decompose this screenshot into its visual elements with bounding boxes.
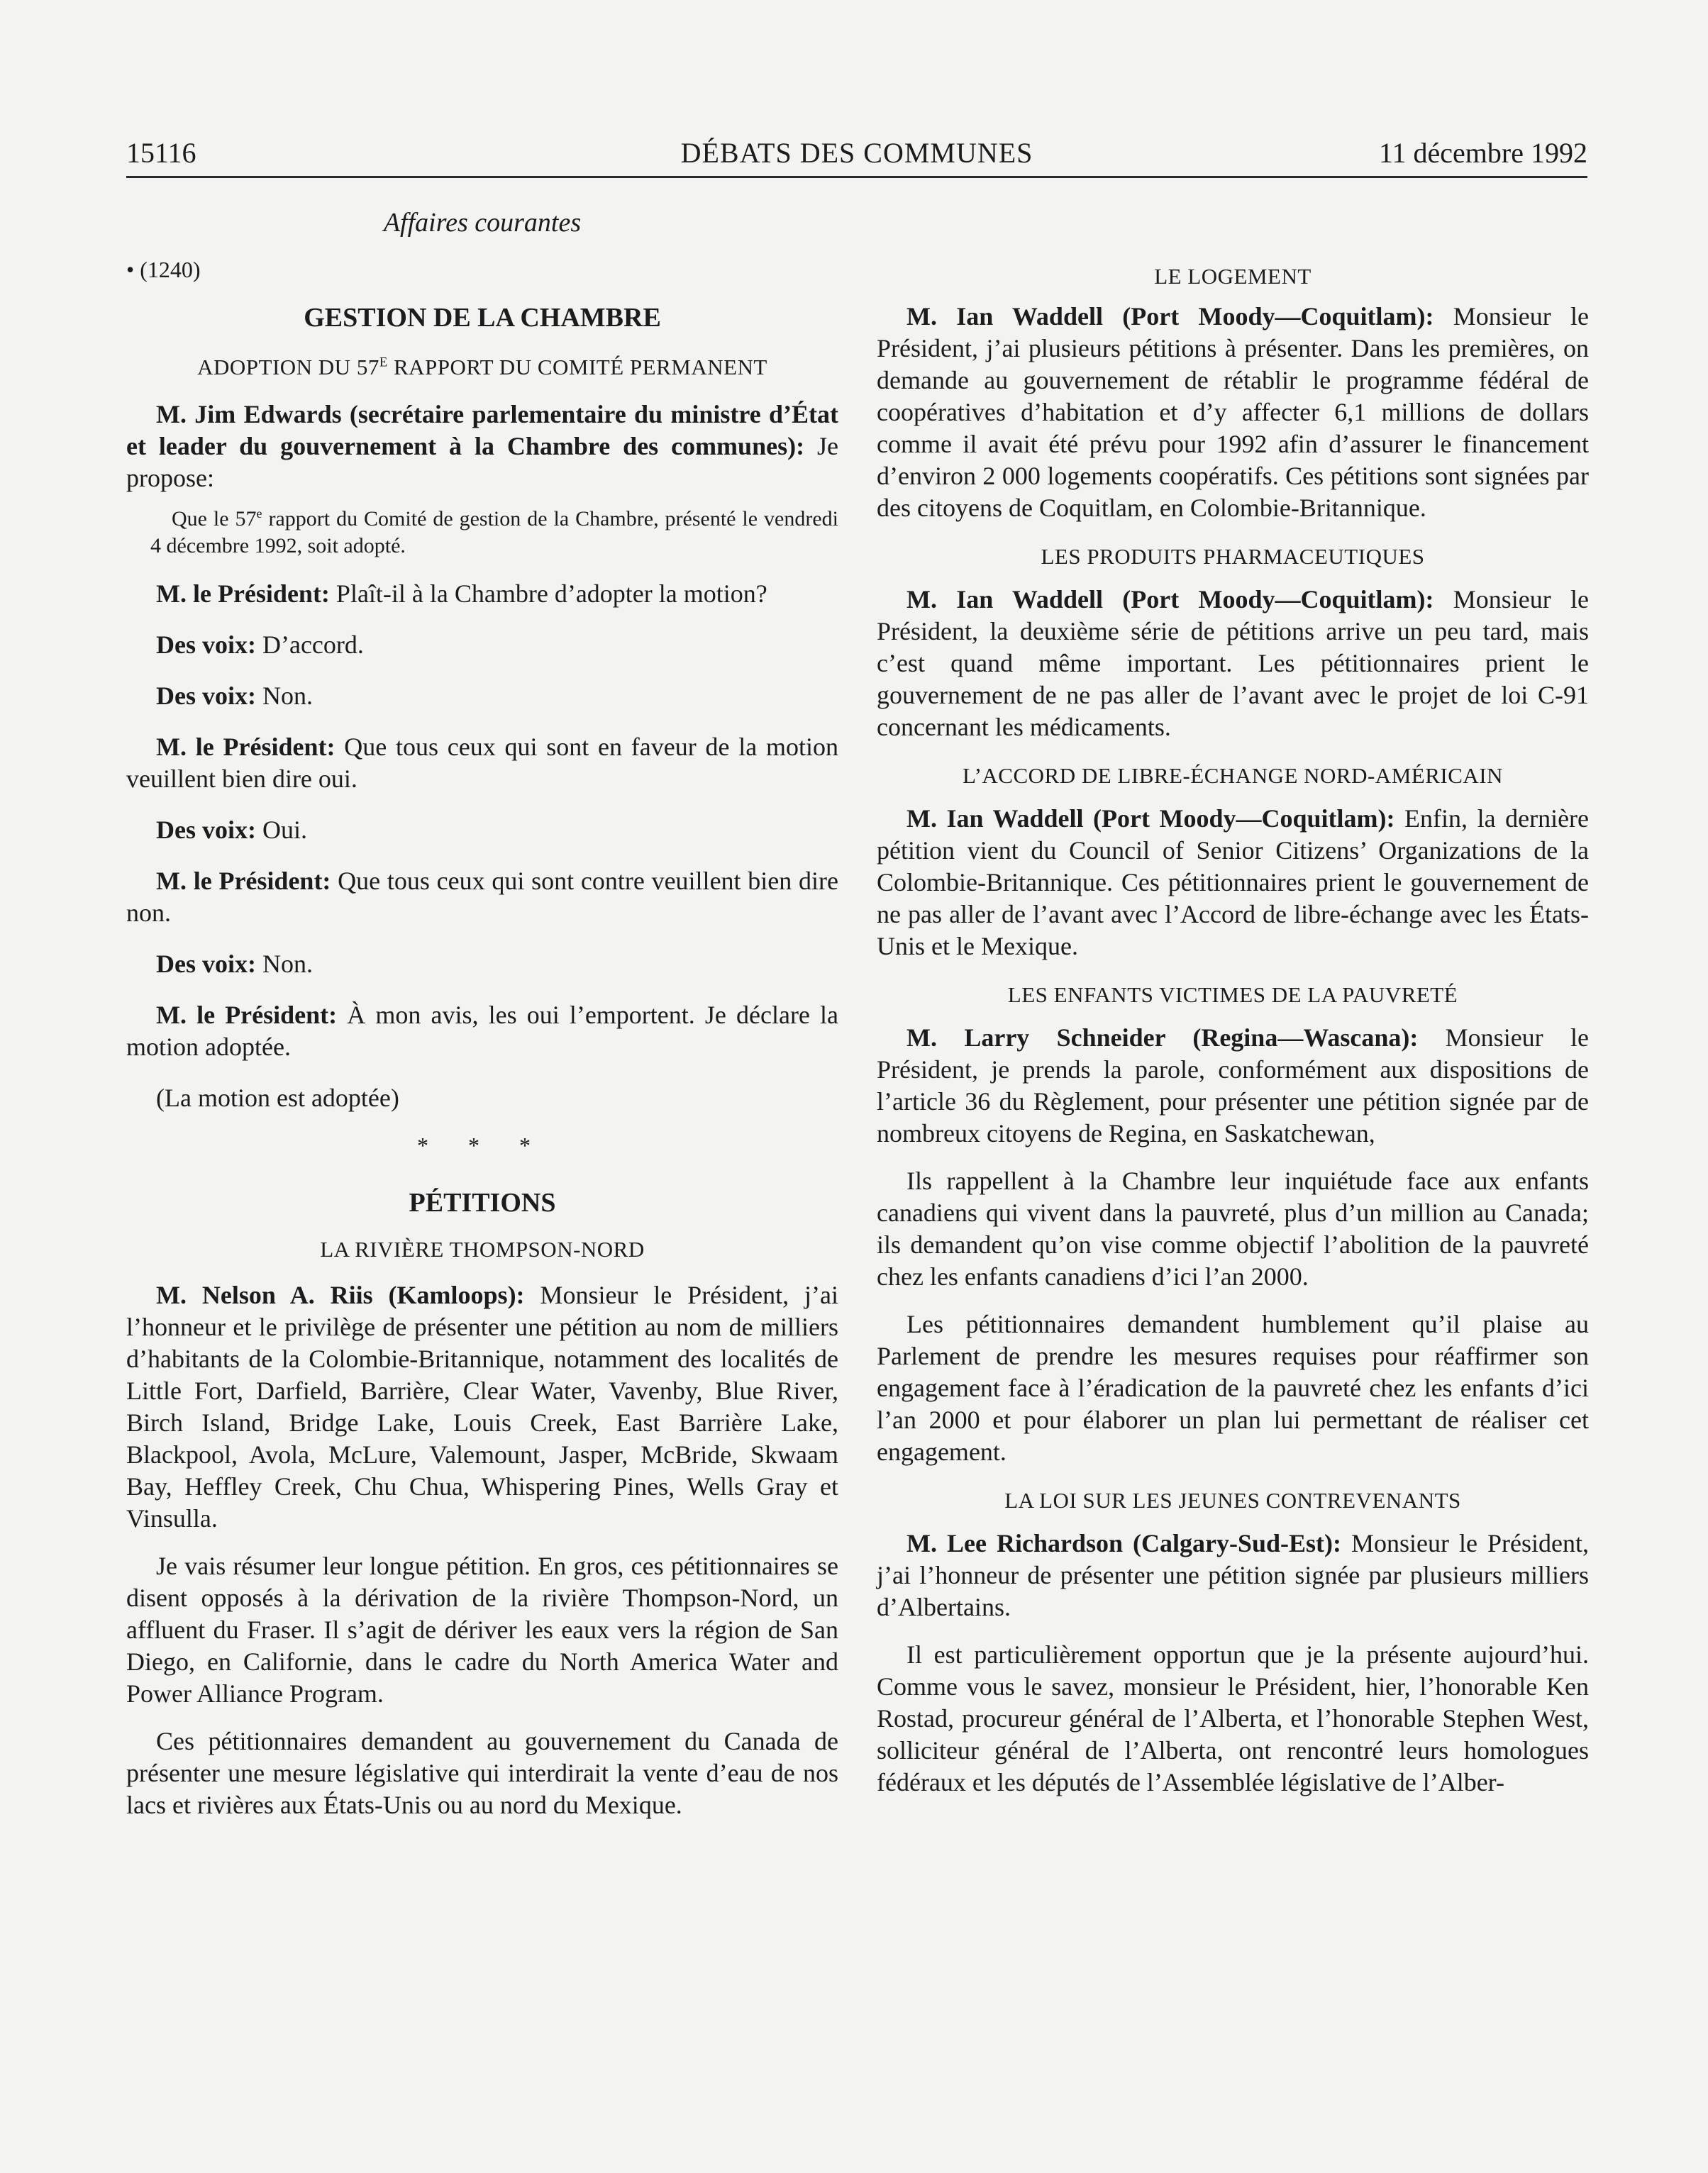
speaker-name: M. Nelson A. Riis (Kamloops): — [156, 1281, 525, 1309]
motion-adopted-note: (La motion est adoptée) — [156, 1084, 399, 1112]
heading-gestion: GESTION DE LA CHAMBRE — [304, 303, 661, 333]
speech-waddell-1: M. Ian Waddell (Port Moody—Coquitlam): Monsieur le Président, j’ai plusieurs pétitions à présenter. Dans les premières, on demande au gouvernement de rétablir le programme fédéral de coopératives d’habitation et d’y affecter 6,1 millions de dollars comme il avait été prévu pour 1992 afin d’assurer le financement d’environ 2 000 logements coopératifs. Ces pétitions sont signées par des citoyens de Coquitlam, en Colombie-Britannique. — [877, 302, 1589, 522]
timestamp: • (1240) — [126, 257, 201, 282]
speaker-name: M. le Président: — [156, 1001, 338, 1029]
section-separator: * * * — [417, 1133, 548, 1158]
page-header — [126, 133, 1587, 178]
speaker-name: M. Lee Richardson (Calgary-Sud-Est): — [906, 1529, 1342, 1557]
voices-4: Des voix: Non. — [156, 950, 313, 978]
subheading-jeunes: LA LOI SUR LES JEUNES CONTREVENANTS — [1004, 1488, 1461, 1513]
speech-riis: M. Nelson A. Riis (Kamloops): Monsieur le Président, j’ai l’honneur et le privilège de présenter une pétition au nom de milliers d’habitants de la Colombie-Britannique, notamment des localités de Little Fort, Darfield, Barrière, Clear Water, Vavenby, Blue River, Birch Island, Bridge Lake, Louis Creek, East Barrière Lake, Blackpool, Avola, McLure, Valemount, Jasper, McBride, Skwaam Bay, Heffley Creek, Chu Chua, Whispering Pines, Wells Gray et Vinsulla. — [126, 1281, 839, 1533]
speaker-name: M. Ian Waddell (Port Moody—Coquitlam): — [906, 302, 1434, 330]
speech-president-1: M. le Président: Plaît-il à la Chambre d’adopter la motion? — [156, 579, 767, 608]
voices-1: Des voix: D’accord. — [156, 630, 364, 659]
subheading-alena: L’ACCORD DE LIBRE-ÉCHANGE NORD-AMÉRICAIN — [963, 763, 1503, 788]
heading-petitions: PÉTITIONS — [409, 1188, 556, 1218]
subheading-pharma: LES PRODUITS PHARMACEUTIQUES — [1041, 544, 1425, 569]
page-number: 15116 — [126, 137, 196, 169]
speaker-name: M. Larry Schneider (Regina—Wascana): — [906, 1023, 1419, 1052]
speech-president-4: M. le Président: À mon avis, les oui l’emportent. Je déclare la motion adoptée. — [126, 1001, 839, 1061]
schneider-paragraph-2: Ils rappellent à la Chambre leur inquiétude face aux enfants canadiens qui vivent dans la pauvreté, plus d’un million au Canada; ils demandent qu’on vise comme objectif l’abolition de la pauvreté chez les enfants canadiens d’ici l’an 2000. — [877, 1167, 1589, 1291]
speech-schneider: M. Larry Schneider (Regina—Wascana): Monsieur le Président, je prends la parole, conformément aux dispositions de l’article 36 du Règlement, pour présenter une pétition signée par de nombreux citoyens de Regina, en Saskatchewan, — [877, 1023, 1589, 1147]
speech-richardson: M. Lee Richardson (Calgary-Sud-Est): Monsieur le Président, j’ai l’honneur de présenter une pétition signée par plusieurs milliers d’Albertains. — [877, 1529, 1589, 1621]
speaker-name: M. Ian Waddell (Port Moody—Coquitlam): — [906, 804, 1395, 833]
speech-edwards: M. Jim Edwards (secrétaire parlementaire du ministre d’État et leader du gouvernement à la Chambre des communes): Je propose: — [126, 400, 838, 492]
speaker-name: M. Ian Waddell (Port Moody—Coquitlam): — [906, 585, 1434, 613]
right-column — [877, 206, 1589, 1799]
speaker-name: Des voix: — [156, 950, 256, 978]
rubric: Affaires courantes — [383, 208, 582, 238]
speech-waddell-2: M. Ian Waddell (Port Moody—Coquitlam): Monsieur le Président, la deuxième série de pétitions arrive un peu tard, mais c’est quand même important. Les pétitionnaires prient le gouvernement de ne pas aller de l’avant avec le projet de loi C-91 concernant les médicaments. — [877, 585, 1589, 741]
riis-paragraph-2: Je vais résumer leur longue pétition. En gros, ces pétitionnaires se disent opposés à la dérivation de la rivière Thompson-Nord, un affluent du Fraser. Il s’agit de dériver les eaux vers la région de San Diego, en Californie, dans le cadre du North America Water and Power Alliance Program. — [126, 1552, 838, 1708]
subheading-enfants: LES ENFANTS VICTIMES DE LA PAUVRETÉ — [1007, 982, 1458, 1007]
richardson-paragraph-2: Il est particulièrement opportun que je la présente aujourd’hui. Comme vous le savez, monsieur le Président, hier, l’honorable Ken Rostad, procureur général de l’Alberta, et l’honorable Stephen West, solliciteur général de l’Alberta, ont rencontré leurs homologues fédéraux et les députés de l’Assemblée législative de l’Alber- — [877, 1640, 1589, 1796]
subheading-logement: LE LOGEMENT — [1154, 264, 1312, 289]
publication-title: DÉBATS DES COMMUNES — [680, 137, 1033, 169]
subheading-thompson: LA RIVIÈRE THOMPSON-NORD — [320, 1237, 645, 1262]
speaker-name: Des voix: — [156, 630, 256, 659]
subheading-adoption: ADOPTION DU $57^E$ RAPPORT DU COMITÉ PERMANENT — [197, 355, 767, 379]
voices-3: Des voix: Oui. — [156, 816, 307, 844]
speaker-name: M. le Président: — [156, 733, 336, 761]
motion-quote: Que le 57e rapport du Comité de gestion de la Chambre, présenté le vendredi 4 décembre 1992, soit adopté. — [150, 506, 838, 557]
speech-president-3: M. le Président: Que tous ceux qui sont contre veuillent bien dire non. — [126, 867, 838, 927]
schneider-paragraph-3: Les pétitionnaires demandent humblement qu’il plaise au Parlement de prendre les mesures requises pour réaffirmer son engagement face à l’éradication de la pauvreté chez les enfants d’ici l’an 2000 et pour élaborer un plan lui permettant de réaliser cet engagement. — [877, 1310, 1589, 1466]
riis-paragraph-3: Ces pétitionnaires demandent au gouvernement du Canada de présenter une mesure législative qui interdirait la vente d’eau de nos lacs et rivières aux États-Unis ou au nord du Mexique. — [126, 1727, 838, 1819]
speaker-name: Des voix: — [156, 682, 256, 710]
left-column — [126, 206, 838, 1821]
speaker-name: M. le Président: — [156, 867, 331, 895]
speaker-name: Des voix: — [156, 816, 256, 844]
speech-waddell-3: M. Ian Waddell (Port Moody—Coquitlam): Enfin, la dernière pétition vient du Council of Senior Citizens’ Organizations de la Colombie-Britannique. Ces pétitionnaires prient le gouvernement de ne pas aller de l’avant avec l’Accord de libre-échange avec les États-Unis et le Mexique. — [877, 804, 1590, 960]
issue-date: 11 décembre 1992 — [1379, 137, 1587, 169]
voices-2: Des voix: Non. — [156, 682, 313, 710]
speaker-name: M. Jim Edwards (secrétaire parlementaire du ministre d’État et leader du gouvernement à la Chambre des communes): — [126, 400, 838, 460]
speech-president-2: M. le Président: Que tous ceux qui sont en faveur de la motion veuillent bien dire oui. — [126, 733, 838, 793]
speaker-name: M. le Président: — [156, 579, 330, 608]
